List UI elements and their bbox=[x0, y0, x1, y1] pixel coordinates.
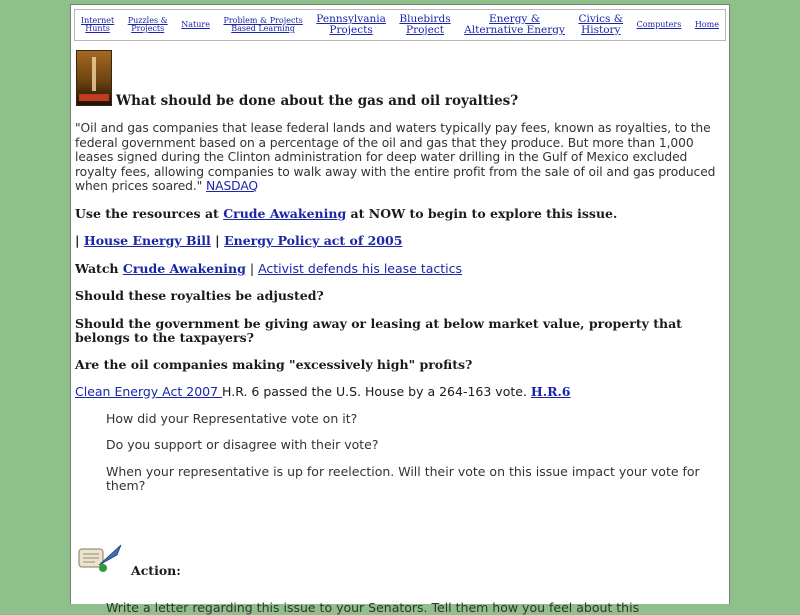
watch-crude-awakening-link[interactable]: Crude Awakening bbox=[122, 260, 246, 276]
nav-pennsylvania-projects[interactable]: Pennsylvania Projects bbox=[316, 12, 386, 36]
watch-line: Watch Crude Awakening | Activist defends his lease tactics bbox=[75, 260, 463, 276]
quill-scroll-icon bbox=[77, 543, 123, 573]
resources-line: Use the resources at Crude Awakening at NOW to begin to explore this issue. bbox=[75, 205, 618, 221]
energy-policy-act-link[interactable]: Energy Policy act of 2005 bbox=[224, 233, 403, 248]
activist-lease-tactics-link[interactable]: Activist defends his lease tactics bbox=[258, 260, 463, 276]
quote-paragraph bbox=[75, 121, 727, 194]
nasdaq-link[interactable]: NASDAQ bbox=[206, 179, 258, 193]
rig-shape bbox=[92, 57, 96, 91]
house-energy-bill-link[interactable]: House Energy Bill bbox=[83, 233, 211, 248]
main-content bbox=[75, 121, 727, 494]
nav-computers[interactable]: Computers bbox=[636, 19, 682, 29]
sub-question-vote: How did your Representative vote on it? bbox=[106, 410, 358, 426]
nav-problem-projects[interactable]: Problem & Projects Based Learning bbox=[223, 15, 303, 33]
question-royalties: Should these royalties be adjusted? bbox=[75, 288, 324, 303]
clean-energy-line: Clean Energy Act 2007 H.R. 6 passed the U.S. House by a 264-163 vote. H.R.6 bbox=[75, 384, 571, 399]
letter-instruction: Write a letter regarding this issue to your Senators. Tell them how you feel about this bbox=[106, 599, 640, 615]
nav-energy-alternative[interactable]: Energy & Alternative Energy bbox=[464, 12, 565, 36]
action-label: Action: bbox=[131, 563, 181, 578]
oil-rig-image bbox=[76, 50, 112, 106]
page-container bbox=[70, 4, 730, 615]
nav-puzzles-projects[interactable]: Puzzles & Projects bbox=[127, 15, 168, 33]
nav-civics-history[interactable]: Civics & History bbox=[578, 12, 624, 36]
nav-bluebirds-project[interactable]: Bluebirds Project bbox=[399, 12, 451, 36]
crude-awakening-link[interactable]: Crude Awakening bbox=[223, 205, 347, 221]
nav-home[interactable]: Home bbox=[694, 19, 719, 29]
sub-question-support: Do you support or disagree with their vote? bbox=[106, 437, 379, 452]
bills-line: | House Energy Bill | Energy Policy act of 2005 bbox=[75, 233, 403, 248]
top-navigation bbox=[74, 9, 726, 41]
nav-internet-hunts[interactable]: Internet Hunts bbox=[81, 15, 115, 33]
sub-question-reelection: When your representative is up for reelection. Will their vote on this issue impact your vote for them? bbox=[106, 463, 700, 493]
clean-energy-act-link[interactable]: Clean Energy Act 2007 bbox=[75, 384, 223, 399]
page-title: What should be done about the gas and oil royalties? bbox=[116, 93, 519, 109]
question-government: Should the government be giving away or leasing at below market value, property that belongs to the taxpayers? bbox=[75, 315, 682, 345]
question-profits: Are the oil companies making "excessively high" profits? bbox=[75, 356, 473, 372]
hr6-link[interactable]: H.R.6 bbox=[530, 384, 571, 399]
rig-base-shape bbox=[79, 94, 109, 101]
nav-nature[interactable]: Nature bbox=[181, 19, 210, 29]
quote-text: "Oil and gas companies that lease federal lands and waters typically pay fees, known as royalties, to the federal government based on a percentage of the oil and gas that they produce. But more than 1,000 leases signed during the Clinton administration for deep water drilling in the Gulf of Mexico excluded royalty fees, allowing companies to walk away with the entire profit from the sale of oil and gas produced when prices soared." bbox=[75, 121, 716, 193]
